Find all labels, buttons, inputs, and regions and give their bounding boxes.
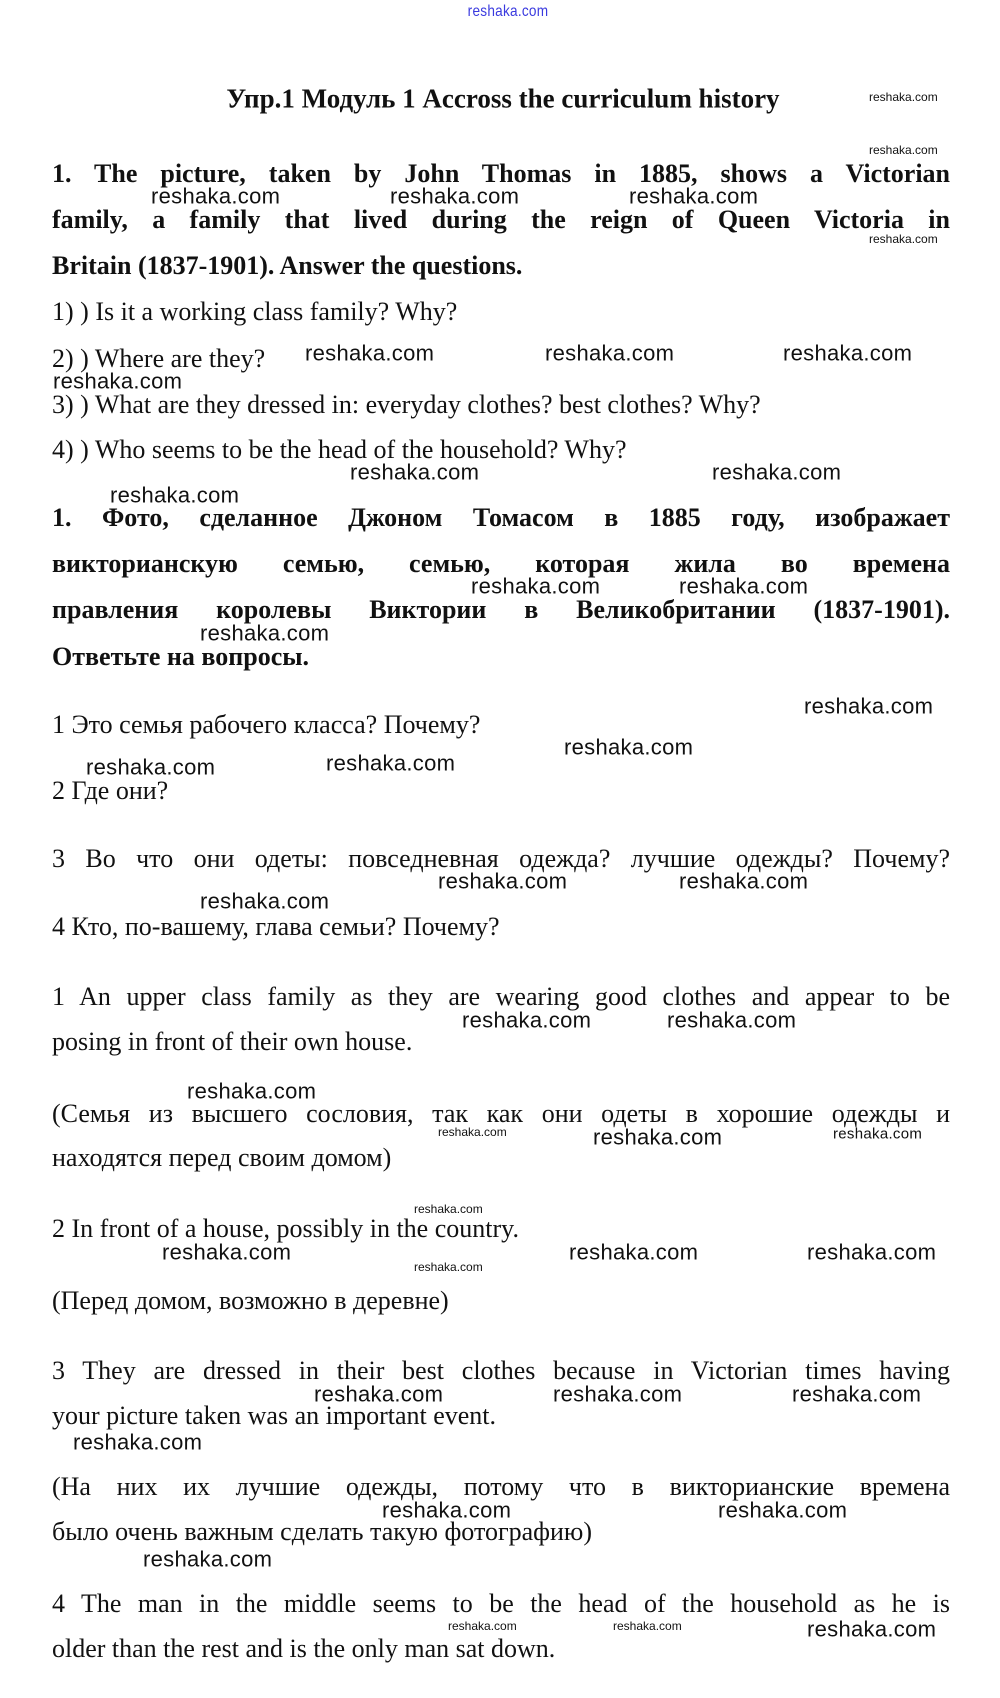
- watermark-text: reshaka.com: [553, 1381, 683, 1407]
- watermark-text: reshaka.com: [162, 1239, 292, 1265]
- watermark-text: reshaka.com: [667, 1007, 797, 1033]
- answer-line: your picture taken was an important event.: [52, 1400, 497, 1430]
- watermark-text: reshaka.com: [792, 1381, 922, 1407]
- watermark-text: reshaka.com: [833, 1125, 923, 1143]
- watermark-text: reshaka.com: [712, 459, 842, 485]
- watermark-text: reshaka.com: [462, 1007, 592, 1033]
- watermark-text: reshaka.com: [350, 459, 480, 485]
- watermark-text: reshaka.com: [718, 1497, 848, 1523]
- watermark-text: reshaka.com: [613, 1618, 682, 1633]
- watermark-text: reshaka.com: [448, 1618, 517, 1633]
- question-line: 3 Во что они одеты: повседневная одежда? лучшие одежды? Почему?: [52, 843, 950, 873]
- answer-line: 2 In front of a house, possibly in the country.: [52, 1213, 519, 1243]
- task-line: Britain (1837-1901). Answer the questions.: [52, 250, 523, 280]
- task-line: 1. Фото, сделанное Джоном Томасом в 1885 году, изображает: [52, 502, 950, 532]
- watermark-text: reshaka.com: [326, 750, 456, 776]
- question-line: 4 Кто, по-вашему, глава семьи? Почему?: [52, 911, 500, 941]
- watermark-text: reshaka.com: [86, 754, 216, 780]
- watermark-text: reshaka.com: [53, 368, 183, 394]
- watermark-text: reshaka.com: [143, 1546, 273, 1572]
- watermark-text: reshaka.com: [564, 734, 694, 760]
- watermark-text: reshaka.com: [783, 340, 913, 366]
- answer-line: (Семья из высшего сословия, так как они одеты в хорошие одежды и: [52, 1098, 950, 1128]
- answer-line: (Перед домом, возможно в деревне): [52, 1285, 449, 1315]
- answer-line: находятся перед своим домом): [52, 1142, 392, 1172]
- watermark-text: reshaka.com: [414, 1259, 483, 1274]
- answer-line: older than the rest and is the only man sat down.: [52, 1633, 556, 1663]
- watermark-text: reshaka.com: [73, 1429, 203, 1455]
- task-line: 1. The picture, taken by John Thomas in 1885, shows a Victorian: [52, 158, 950, 188]
- answer-line: 3 They are dressed in their best clothes because in Victorian times having: [52, 1355, 950, 1385]
- watermark-text: reshaka.com: [414, 1201, 483, 1216]
- watermark-text: reshaka.com: [807, 1616, 937, 1642]
- watermark-text: reshaka.com: [390, 183, 520, 209]
- watermark-text: reshaka.com: [200, 620, 330, 646]
- answer-line: (На них их лучшие одежды, потому что в викторианские времена: [52, 1471, 950, 1501]
- watermark-text: reshaka.com: [804, 693, 934, 719]
- watermark-text: reshaka.com: [569, 1239, 699, 1265]
- watermark-text: reshaka.com: [629, 183, 759, 209]
- question-line: 3) ) What are they dressed in: everyday clothes? best clothes? Why?: [52, 389, 761, 419]
- question-line: 2) ) Where are they?: [52, 343, 266, 373]
- watermark-text: reshaka.com: [187, 1078, 317, 1104]
- watermark-text: reshaka.com: [679, 868, 809, 894]
- task-line: family, a family that lived during the reign of Queen Victoria in: [52, 204, 950, 234]
- watermark-text: reshaka.com: [200, 888, 330, 914]
- question-line: 2 Где они?: [52, 775, 169, 805]
- answer-line: 4 The man in the middle seems to be the head of the household as he is: [52, 1588, 950, 1618]
- task-line: Ответьте на вопросы.: [52, 641, 310, 671]
- question-line: 1) ) Is it a working class family? Why?: [52, 296, 458, 326]
- watermark-text: reshaka.com: [869, 142, 938, 157]
- watermark-text: reshaka.com: [545, 340, 675, 366]
- question-line: 1 Это семья рабочего класса? Почему?: [52, 709, 481, 739]
- answer-line: было очень важным сделать такую фотографию): [52, 1516, 593, 1546]
- task-line: викторианскую семью, семью, которая жила во времена: [52, 548, 950, 578]
- watermark-text: reshaka.com: [471, 573, 601, 599]
- task-line: правления королевы Виктории в Великобритании (1837-1901).: [52, 594, 950, 624]
- watermark-text: reshaka.com: [438, 1124, 507, 1139]
- question-line: 4) ) Who seems to be the head of the household? Why?: [52, 434, 627, 464]
- watermark-text: reshaka.com: [679, 573, 809, 599]
- watermark-text: reshaka.com: [382, 1497, 512, 1523]
- watermark-text: reshaka.com: [151, 183, 281, 209]
- watermark-text: reshaka.com: [593, 1124, 723, 1150]
- watermark-text: reshaka.com: [807, 1239, 937, 1265]
- watermark-text: reshaka.com: [869, 89, 938, 104]
- watermark-text: reshaka.com: [305, 340, 435, 366]
- page-title: Упр.1 Модуль 1 Accross the curriculum history: [226, 83, 780, 114]
- answer-line: 1 An upper class family as they are wearing good clothes and appear to be: [52, 981, 950, 1011]
- watermark-text: reshaka.com: [438, 868, 568, 894]
- watermark-text: reshaka.com: [314, 1381, 444, 1407]
- site-header-link[interactable]: reshaka.com: [467, 3, 549, 21]
- watermark-text: reshaka.com: [110, 482, 240, 508]
- answer-line: posing in front of their own house.: [52, 1026, 413, 1056]
- watermark-text: reshaka.com: [869, 231, 938, 246]
